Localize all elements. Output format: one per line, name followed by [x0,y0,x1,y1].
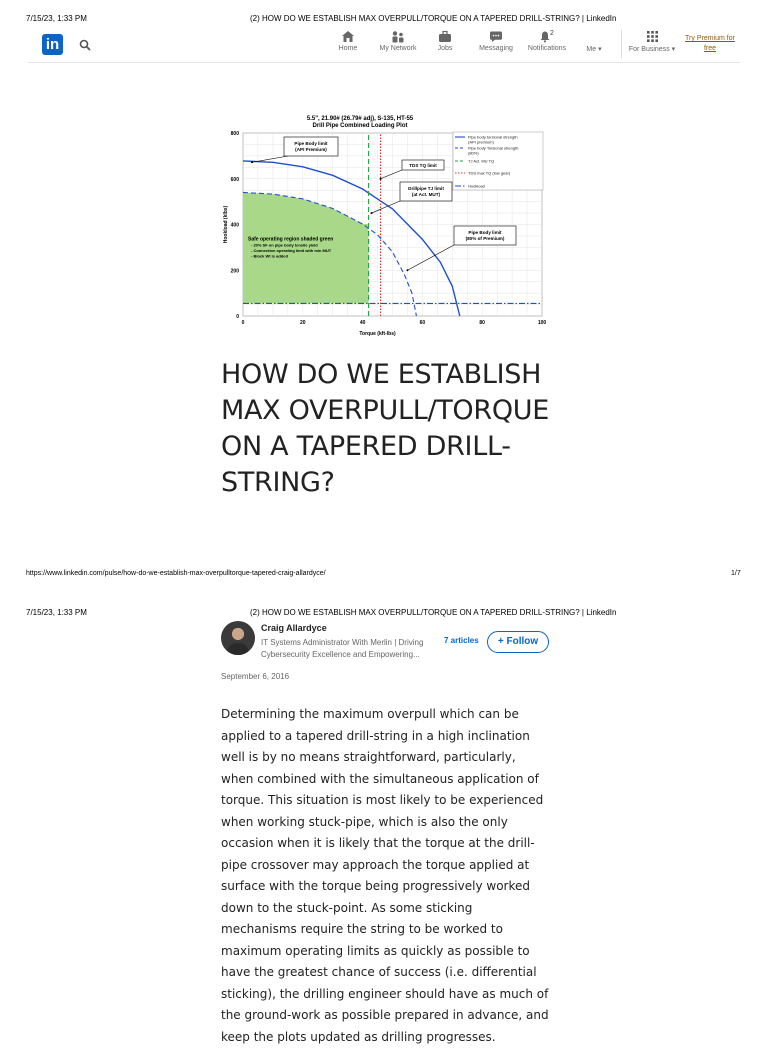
print-title: (2) HOW DO WE ESTABLISH MAX OVERPULL/TORQUE ON A TAPERED DRILL-STRING? | LinkedIn [250,14,617,23]
y-tick-label: 600 [230,176,239,183]
y-tick-label: 0 [236,314,239,320]
nav-home[interactable] [331,30,365,52]
nav-messaging[interactable] [473,30,519,52]
notification-badge: 2 [550,30,554,37]
jobs-icon [438,30,452,43]
grid-icon [646,30,659,43]
legend-box [453,132,543,190]
legend-label: Pipe body torsional strength (API premium) [468,134,518,145]
nav-messaging-label: Messaging [479,45,513,52]
region-note: - 20% SF on pipe body tensile yield [251,242,318,248]
y-axis-label: Hookload (klbs) [223,205,229,244]
author-name[interactable]: Craig Allardyce [261,623,327,633]
try-premium-link[interactable] [680,34,740,54]
search-icon[interactable] [79,38,91,56]
chart-svg [222,112,548,340]
nav-for-business[interactable] [626,30,678,53]
annotation-label: Drillpipe TJ limit (at Act. MUT) [408,186,444,197]
annotation-label: TDS TQ limit [409,163,437,168]
top-nav [28,28,740,63]
author-avatar[interactable] [221,621,255,655]
nav-home-label: Home [338,45,358,52]
author-headline-line-2: Cybersecurity Excellence and Empowering... [261,650,420,659]
nav-notifications-label: Notifications [527,45,567,52]
nav-jobs[interactable] [430,30,460,52]
legend-label: TDS max TQ (low gear) [468,170,511,176]
annotation-arrowhead [406,269,408,271]
publish-date: September 6, 2016 [221,672,290,681]
avatar-icon [588,30,601,43]
combined-loading-chart [222,112,548,340]
nav-notifications[interactable] [523,30,571,52]
nav-me[interactable] [580,30,608,53]
nav-my-network[interactable] [373,30,423,52]
legend-label: Pipe body Torsional strength (80%) [468,145,519,156]
x-tick-label: 60 [419,320,426,326]
nav-business-label: For Business ▾ [628,46,676,53]
print-url: https://www.linkedin.com/pulse/how-do-we-establish-max-overpulltorque-tapered-craig-allardyce/ [26,570,326,577]
annotation-arrowhead [380,178,382,180]
region-note: - Block Wt is added [251,253,288,259]
x-tick-label: 100 [537,320,547,326]
linkedin-logo[interactable]: in [42,34,63,55]
legend-label: Hookload [468,183,485,189]
nav-network-label: My Network [379,45,417,52]
nav-me-label: Me ▾ [586,46,602,53]
y-tick-label: 400 [230,222,239,229]
follow-button[interactable]: + Follow [487,631,549,653]
x-tick-label: 0 [241,320,245,326]
network-icon [391,30,405,43]
y-tick-label: 200 [230,268,239,275]
nav-divider [621,30,622,58]
annotation-arrowhead [371,212,373,214]
print-timestamp-2: 7/15/23, 1:33 PM [26,608,87,617]
print-page-number: 1/7 [731,570,741,577]
nav-jobs-label: Jobs [437,45,453,52]
print-timestamp: 7/15/23, 1:33 PM [26,14,87,23]
region-heading: Safe operating region shaded green [248,236,334,243]
article-body: Determining the maximum overpull which can be applied to a tapered drill-string in a high inclination well is by no means straightforward, particularly, when combined with the simultaneous application of torque. This situation is most likely to be experienced when working stuck-pipe, which is also the only occasion when it is likely that the torque at the drill-pipe crossover may approach the torque applied at surface with the torque being progressively worked down to the stuck-point. As some sticking mechanisms require the string to be worked to maximum operating limits as quickly as possible to have the greatest chance of success (i.e. differential sticking), the drilling engineer should have as much of the ground-work as possible prepared in advance, and keep the plots updated as drilling progresses. [221,707,549,1044]
chart-title: 5.5", 21.90# (26.79# adj), S-135, HT-55 [306,116,414,122]
y-tick-label: 800 [230,131,239,137]
messaging-icon [489,30,503,43]
author-headline-line-1: IT Systems Administrator With Merlin | Driving [261,638,424,647]
chart-subtitle: Drill Pipe Combined Loading Plot [312,123,408,129]
print-title-2: (2) HOW DO WE ESTABLISH MAX OVERPULL/TORQUE ON A TAPERED DRILL-STRING? | LinkedIn [250,608,617,617]
article-title: HOW DO WE ESTABLISH MAX OVERPULL/TORQUE ON A TAPERED DRILL-STRING? [221,359,550,498]
annotation-label: Pipe Body limit (80% of Premium) [465,230,505,241]
premium-line-1: Try Premium for [685,35,735,42]
x-tick-label: 80 [479,320,485,326]
author-headline [261,637,441,661]
home-icon [341,30,355,43]
author-articles-link[interactable]: 7 articles [444,636,479,645]
x-tick-label: 20 [300,320,306,326]
annotation-label: Pipe Body limit (API Premium) [294,141,328,152]
x-tick-label: 40 [359,320,366,326]
premium-line-2: free [703,45,717,52]
annotation-arrowhead [251,161,253,163]
legend-label: TJ Act. MU TQ [468,158,495,164]
x-axis-label: Torque (kft-lbs) [359,331,396,337]
region-note: - Connection operating limit with min MUT [251,248,332,254]
